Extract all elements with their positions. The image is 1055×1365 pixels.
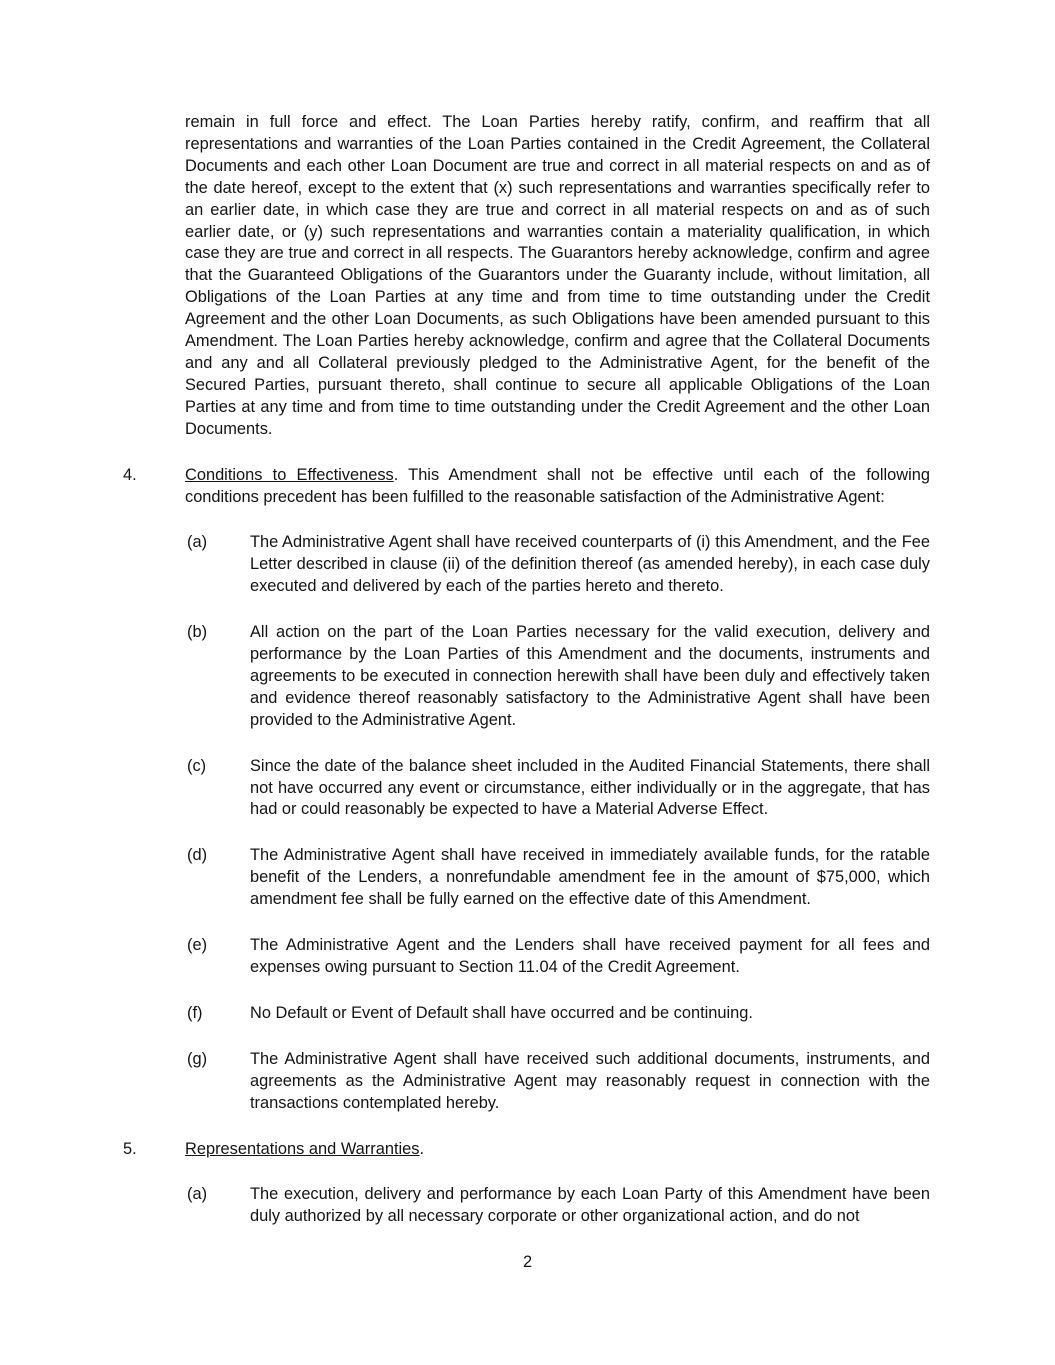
- list-item-label: (d): [187, 846, 208, 865]
- section-5-heading-paragraph: [185, 1139, 930, 1161]
- list-item-text: The Administrative Agent shall have received such additional documents, instruments, and agreements as the Administrative Agent may reasonably request in connection with the transactions contemplated hereby.: [250, 1049, 930, 1112]
- section-5-heading: Representations and Warranties: [185, 1139, 420, 1158]
- list-item-label: (f): [187, 1003, 203, 1022]
- section-4-number: 4.: [123, 465, 137, 484]
- list-item-text: The execution, delivery and performance by each Loan Party of this Amendment have been duly authorized by all necessary corporate or other organizational action, and do not: [250, 1185, 930, 1226]
- list-item-label: (a): [187, 533, 208, 552]
- list-item-5a: [0, 1184, 1055, 1228]
- section-4-heading-suffix: . This Amendment shall not be effective until each of the following conditions precedent has been fulfilled to the reasonable satisfaction of the Administrative Agent:: [185, 465, 930, 506]
- list-item-label: (a): [187, 1185, 208, 1204]
- section-5-number: 5.: [123, 1139, 137, 1158]
- page-number: 2: [522, 1253, 533, 1272]
- list-item-4b: [0, 622, 1055, 732]
- list-item-text: No Default or Event of Default shall have occurred and be continuing.: [250, 1003, 753, 1022]
- list-item-text: Since the date of the balance sheet included in the Audited Financial Statements, there shall not have occurred any event or circumstance, either individually or in the aggregate, that has had or could reasonably be expected to have a Material Adverse Effect.: [250, 756, 930, 819]
- list-item-text: All action on the part of the Loan Parties necessary for the valid execution, delivery and performance by the Loan Parties of this Amendment and the documents, instruments and agreements to be executed in connection herewith shall have been duly and effectively taken and evidence thereof reasonably satisfactory to the Administrative Agent shall have been provided to the Administrative Agent.: [250, 623, 930, 729]
- list-item-text: The Administrative Agent shall have received in immediately available funds, for the ratable benefit of the Lenders, a nonrefundable amendment fee in the amount of $75,000, which amendment fee shall be fully earned on the effective date of this Amendment.: [250, 846, 930, 909]
- section-4: [0, 465, 1055, 509]
- list-item-4c: [0, 756, 1055, 822]
- section-5-heading-suffix: .: [419, 1139, 425, 1158]
- list-item-label: (e): [187, 936, 208, 955]
- continuation-paragraph: remain in full force and effect. The Loan Parties hereby ratify, confirm, and reaffirm that all representations and warranties of the Loan Parties contained in the Credit Agreement, the Collateral Documents and each other Loan Document are true and correct in all material respects on and as of the date hereof, except to the extent that (x) such representations and warranties specifically refer to an earlier date, in which case they are true and correct in all material respects on and as of such earlier date, or (y) such representations and warranties contain a materiality qualification, in which case they are true and correct in all respects. The Guarantors hereby acknowledge, confirm and agree that the Guaranteed Obligations of the Guarantors under the Guaranty include, without limitation, all Obligations of the Loan Parties at any time and from time to time outstanding under the Credit Agreement and the other Loan Documents, as such Obligations have been amended pursuant to this Amendment. The Loan Parties hereby acknowledge, confirm and agree that the Collateral Documents and any and all Collateral previously pledged to the Administrative Agent, for the benefit of the Secured Parties, pursuant thereto, shall continue to secure all applicable Obligations of the Loan Parties at any time and from time to time outstanding under the Credit Agreement and the other Loan Documents.: [185, 113, 930, 438]
- list-item-text: The Administrative Agent shall have received counterparts of (i) this Amendment, and the Fee Letter described in clause (ii) of the definition thereof (as amended hereby), in each case duly executed and delivered by each of the parties hereto and thereto.: [250, 533, 930, 596]
- list-item-label: (b): [187, 623, 208, 642]
- list-item-4g: [0, 1049, 1055, 1115]
- section-5: [0, 1139, 1055, 1161]
- list-item-label: (c): [187, 756, 207, 775]
- list-item-4d: [0, 845, 1055, 911]
- section-4-heading-paragraph: [185, 465, 930, 509]
- list-item-4e: [0, 935, 1055, 979]
- list-item-label: (g): [187, 1049, 208, 1068]
- section-4-heading: Conditions to Effectiveness: [185, 465, 394, 484]
- list-item-text: The Administrative Agent and the Lenders shall have received payment for all fees and expenses owing pursuant to Section 11.04 of the Credit Agreement.: [250, 936, 930, 976]
- list-item-4f: [0, 1003, 1055, 1025]
- list-item-4a: [0, 532, 1055, 598]
